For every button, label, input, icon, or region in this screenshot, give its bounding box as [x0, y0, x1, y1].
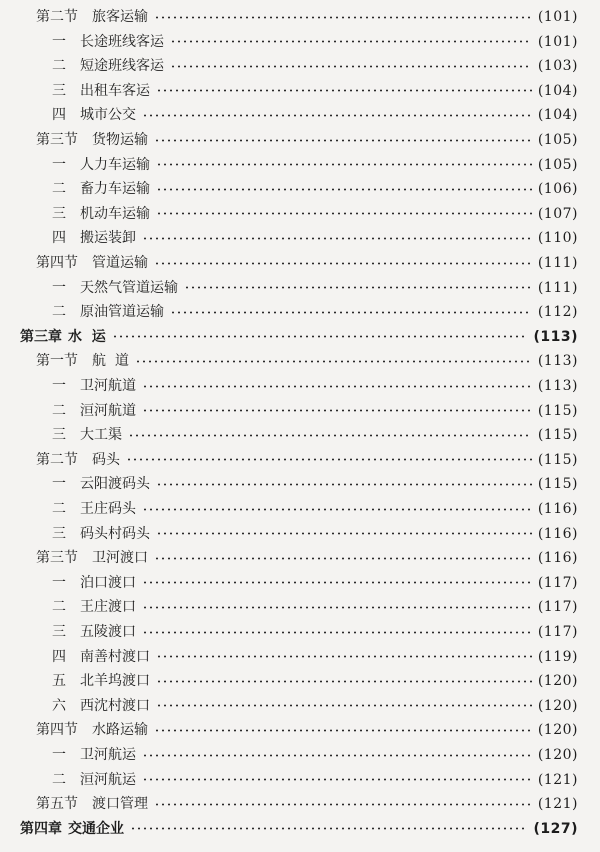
toc-section-entry: [0, 448, 600, 472]
entry-number: 一: [52, 747, 66, 763]
entry-title: 畜力车运输: [80, 181, 150, 198]
entry-page-number: (120): [537, 722, 578, 739]
entry-page-number: (121): [537, 796, 578, 813]
entry-page-number: (121): [537, 771, 578, 788]
toc-subsection-entry: [0, 645, 600, 669]
entry-title: 卫河渡口: [92, 550, 148, 567]
entry-number: 二: [52, 58, 66, 75]
toc-subsection-entry: [0, 276, 600, 300]
leader-dots: [112, 335, 528, 338]
leader-dots: [154, 729, 532, 732]
entry-title: 五陵渡口: [80, 624, 136, 640]
leader-dots: [154, 557, 532, 560]
toc-section-entry: [0, 251, 600, 275]
toc-subsection-entry: [0, 522, 600, 546]
entry-page-number: (105): [537, 156, 578, 173]
entry-number: 一: [52, 33, 66, 50]
leader-dots: [156, 655, 532, 658]
entry-title: 出租车客运: [80, 82, 150, 99]
leader-dots: [156, 163, 532, 166]
entry-page-number: (116): [537, 550, 578, 567]
leader-dots: [142, 778, 532, 781]
leader-dots: [156, 483, 532, 486]
entry-number: 第四章: [20, 820, 62, 837]
entry-number: 三: [52, 525, 66, 542]
toc-subsection-entry: [0, 374, 600, 398]
toc-subsection-entry: [0, 79, 600, 103]
entry-page-number: (113): [533, 328, 578, 345]
entry-title: 王庄渡口: [80, 599, 136, 616]
entry-title: 渡口管理: [92, 796, 148, 813]
leader-dots: [130, 827, 527, 830]
entry-page-number: (120): [537, 673, 578, 690]
entry-title: 卫河航运: [80, 747, 136, 763]
entry-number: 二: [52, 771, 66, 788]
toc-subsection-entry: [0, 768, 600, 792]
entry-title: 航 道: [92, 353, 129, 370]
leader-dots: [142, 114, 532, 117]
entry-title: 长途班线客运: [80, 33, 164, 50]
leader-dots: [142, 754, 532, 757]
entry-page-number: (103): [537, 58, 578, 75]
leader-dots: [154, 262, 532, 265]
entry-title: 码头村码头: [80, 525, 150, 542]
entry-title: 交通企业: [68, 820, 124, 837]
toc-subsection-entry: [0, 472, 600, 496]
toc-section-entry: [0, 5, 600, 29]
toc-section-entry: [0, 349, 600, 373]
entry-title: 搬运装卸: [80, 230, 136, 247]
entry-number: 第四节: [36, 722, 78, 739]
leader-dots: [154, 139, 532, 142]
toc-section-entry: [0, 128, 600, 152]
entry-title: 北羊坞渡口: [80, 673, 150, 690]
entry-page-number: (119): [537, 648, 578, 665]
entry-title: 洹河航道: [80, 402, 136, 419]
entry-page-number: (115): [537, 402, 578, 419]
entry-title: 王庄码头: [80, 501, 136, 517]
leader-dots: [156, 532, 532, 535]
leader-dots: [156, 188, 532, 191]
entry-number: 二: [52, 501, 66, 517]
leader-dots: [156, 704, 532, 707]
entry-title: 机动车运输: [80, 205, 150, 222]
entry-page-number: (101): [537, 9, 578, 25]
entry-number: 六: [52, 697, 66, 714]
toc-section-entry: [0, 792, 600, 816]
entry-number: 第三节: [36, 132, 78, 148]
toc-section-entry: [0, 718, 600, 742]
entry-page-number: (105): [537, 132, 578, 148]
leader-dots: [128, 434, 532, 437]
entry-number: 二: [52, 599, 66, 616]
entry-number: 三: [52, 624, 66, 640]
toc-subsection-entry: [0, 620, 600, 644]
entry-page-number: (117): [537, 599, 578, 616]
leader-dots: [142, 631, 532, 634]
entry-page-number: (115): [537, 476, 578, 493]
entry-number: 三: [52, 427, 66, 444]
entry-number: 二: [52, 181, 66, 198]
entry-page-number: (115): [537, 451, 578, 468]
entry-page-number: (107): [537, 205, 578, 222]
entry-number: 二: [52, 304, 66, 321]
toc-subsection-entry: [0, 423, 600, 447]
leader-dots: [156, 89, 532, 92]
leader-dots: [154, 803, 532, 806]
toc-subsection-entry: [0, 497, 600, 521]
entry-number: 四: [52, 230, 66, 247]
entry-page-number: (104): [537, 107, 578, 124]
entry-number: 四: [52, 107, 66, 124]
entry-title: 人力车运输: [80, 156, 150, 173]
entry-number: 第五节: [36, 796, 78, 813]
entry-page-number: (113): [537, 378, 578, 394]
entry-page-number: (104): [537, 82, 578, 99]
entry-title: 水路运输: [92, 722, 148, 739]
entry-number: 第二节: [36, 9, 78, 25]
entry-page-number: (106): [537, 181, 578, 198]
entry-title: 旅客运输: [92, 9, 148, 25]
entry-title: 南善村渡口: [80, 648, 150, 665]
entry-title: 城市公交: [80, 107, 136, 124]
leader-dots: [142, 385, 532, 388]
entry-number: 五: [52, 673, 66, 690]
entry-title: 管道运输: [92, 255, 148, 271]
toc-subsection-entry: [0, 202, 600, 226]
entry-number: 第三章: [20, 328, 62, 345]
entry-page-number: (120): [537, 697, 578, 714]
toc-subsection-entry: [0, 399, 600, 423]
leader-dots: [170, 40, 532, 43]
toc-subsection-entry: [0, 595, 600, 619]
toc-subsection-entry: [0, 54, 600, 78]
leader-dots: [184, 286, 532, 289]
entry-number: 第四节: [36, 255, 78, 271]
toc-subsection-entry: [0, 694, 600, 718]
toc-section-entry: [0, 546, 600, 570]
entry-number: 三: [52, 205, 66, 222]
entry-number: 一: [52, 156, 66, 173]
leader-dots: [156, 680, 532, 683]
leader-dots: [142, 237, 532, 240]
toc-subsection-entry: [0, 669, 600, 693]
leader-dots: [170, 65, 532, 68]
entry-page-number: (113): [537, 353, 578, 370]
entry-title: 水 运: [68, 328, 106, 345]
entry-title: 短途班线客运: [80, 58, 164, 75]
entry-page-number: (117): [537, 574, 578, 591]
toc-subsection-entry: [0, 30, 600, 54]
toc-subsection-entry: [0, 571, 600, 595]
entry-title: 货物运输: [92, 132, 148, 148]
toc-subsection-entry: [0, 177, 600, 201]
entry-number: 二: [52, 402, 66, 419]
entry-page-number: (115): [537, 427, 578, 444]
toc-subsection-entry: [0, 226, 600, 250]
entry-title: 码头: [92, 451, 120, 468]
entry-page-number: (116): [537, 525, 578, 542]
leader-dots: [156, 212, 532, 215]
leader-dots: [142, 606, 532, 609]
leader-dots: [142, 508, 532, 511]
entry-title: 洹河航运: [80, 771, 136, 788]
entry-title: 大工渠: [80, 427, 122, 444]
entry-page-number: (117): [537, 624, 578, 640]
entry-number: 一: [52, 279, 66, 296]
leader-dots: [126, 458, 532, 461]
entry-number: 第一节: [36, 353, 78, 370]
leader-dots: [154, 16, 532, 19]
entry-page-number: (112): [537, 304, 578, 321]
entry-title: 原油管道运输: [80, 304, 164, 321]
toc-chapter-entry: [0, 817, 600, 841]
entry-page-number: (111): [537, 279, 578, 296]
entry-page-number: (110): [537, 230, 578, 247]
entry-number: 三: [52, 82, 66, 99]
entry-page-number: (111): [537, 255, 578, 271]
entry-title: 天然气管道运输: [80, 279, 178, 296]
entry-number: 一: [52, 476, 66, 493]
toc-subsection-entry: [0, 300, 600, 324]
toc-subsection-entry: [0, 103, 600, 127]
entry-title: 泊口渡口: [80, 574, 136, 591]
entry-number: 四: [52, 648, 66, 665]
toc-subsection-entry: [0, 743, 600, 767]
leader-dots: [142, 581, 532, 584]
entry-number: 第三节: [36, 550, 78, 567]
toc-subsection-entry: [0, 153, 600, 177]
entry-number: 第二节: [36, 451, 78, 468]
entry-title: 西沈村渡口: [80, 697, 150, 714]
leader-dots: [170, 311, 532, 314]
entry-page-number: (120): [537, 747, 578, 763]
toc-chapter-entry: [0, 325, 600, 349]
entry-page-number: (127): [533, 820, 578, 837]
entry-title: 云阳渡码头: [80, 476, 150, 493]
entry-page-number: (101): [537, 33, 578, 50]
entry-number: 一: [52, 378, 66, 394]
entry-number: 一: [52, 574, 66, 591]
leader-dots: [135, 360, 532, 363]
leader-dots: [142, 409, 532, 412]
entry-title: 卫河航道: [80, 378, 136, 394]
entry-page-number: (116): [537, 501, 578, 517]
